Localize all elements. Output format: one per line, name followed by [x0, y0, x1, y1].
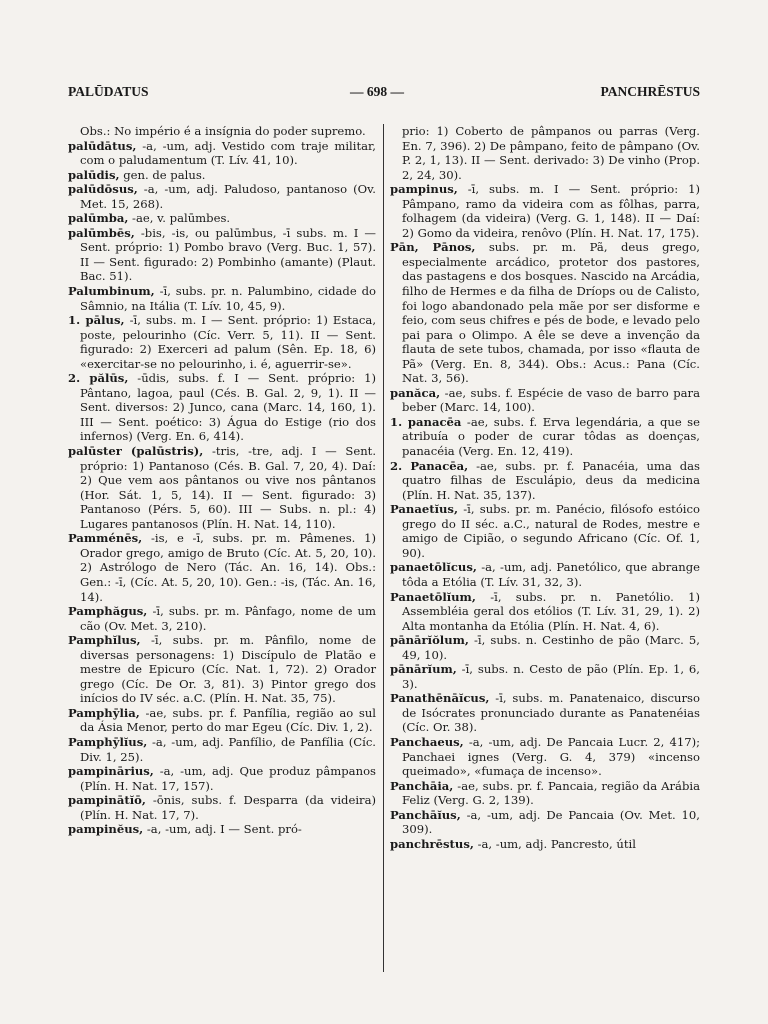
entry-definition: -ī, subs. pr. m. Pânfilo, nome de diversas personagens: 1) Discípulo de Platão e mestre de Epicuro (Cíc. Nat. 1, 72). 2) Orador grego (Cíc. De Or. 3, 81). 3) Pintor grego dos inícios do IV séc. a.C. (Plín. H. Nat. 35, 75). [80, 633, 376, 706]
dictionary-entry [68, 444, 376, 531]
dictionary-entry [68, 531, 376, 604]
entry-definition: -ī, subs. m. I — Sent. próprio: 1) Pâmpano, ramo da videira com as fôlhas, parra, folhagem (da videira) (Verg. G. 1, 148). II — Daí: 2) Gomo da videira, renôvo (Plín. H. Nat. 17, 175). [402, 182, 700, 240]
entry-definition: -ī, subs. n. Cesto de pão (Plín. Ep. 1, 6, 3). [402, 662, 700, 691]
entry-headword: palūdis, [68, 167, 120, 182]
entry-definition: -a, -um, adj. Pancresto, útil [473, 836, 636, 851]
entry-definition: -a, -um, adj. De Pancaia (Ov. Met. 10, 309). [402, 807, 700, 837]
entry-definition: -ae, v. palūmbes. [128, 211, 231, 226]
entry-definition: -ae, subs. pr. f. Panacéia, uma das quatro filhas de Esculápio, deus da medicina (Plín. H. Nat. 35, 137). [402, 458, 700, 502]
entry-headword: pānārĭum, [390, 662, 457, 677]
entry-headword: Panaetōlĭum, [390, 589, 476, 604]
entry-definition: prio: 1) Coberto de pâmpanos ou parras (Verg. En. 7, 396). 2) De pâmpano, feito de pâmpano (Ov. P. 2, 1, 13). II — Sent. derivado: 3) De vinho (Prop. 2, 24, 30). [402, 124, 700, 182]
dictionary-entry [390, 590, 700, 634]
entry-headword: Panchāĭus, [390, 807, 461, 822]
entry-definition: Obs.: No império é a insígnia do poder supremo. [80, 124, 366, 138]
dictionary-entry [390, 459, 700, 503]
column-divider [383, 124, 384, 972]
entry-definition: -ī, subs. pr. n. Palumbino, cidade do Sâmnio, na Itália (T. Lív. 10, 45, 9). [80, 284, 376, 313]
entry-headword: Pamphȳlĭus, [68, 734, 148, 749]
header-right-guideword: PANCHRĒSTUS [600, 84, 700, 99]
entry-headword: panaetōlĭcus, [390, 560, 477, 575]
entry-headword: Panathēnāĭcus, [390, 691, 490, 706]
entry-definition: -ī, subs. pr. m. Pânfago, nome de um cão (Ov. Met. 3, 210). [80, 604, 376, 633]
entry-headword: pampinārius, [68, 764, 154, 779]
entry-headword: panăca, [390, 385, 441, 400]
entry-definition: -a, -um, adj. Panfílio, de Panfília (Cíc. Div. 1, 25). [80, 734, 376, 764]
entry-headword: panchrēstus, [390, 836, 474, 851]
dictionary-entry [68, 371, 376, 444]
entry-headword: Pamphȳlia, [68, 705, 140, 720]
dictionary-entry [68, 226, 376, 284]
entry-headword: pampinus, [390, 182, 458, 197]
running-header [68, 84, 700, 104]
entry-definition: -ī, subs. pr. m. Panécio, filósofo estóico grego do II séc. a.C., natural de Rodes, mestre e amigo de Cipião, o segundo Africano (Cíc. Of. 1, 90). [402, 502, 700, 560]
dictionary-entry [390, 691, 700, 735]
dictionary-entry [68, 822, 376, 837]
entry-headword: Panchaeus, [390, 734, 464, 749]
entry-definition: -a, -um, adj. Panetólico, que abrange tôda a Etólia (T. Lív. 31, 32, 3). [402, 560, 700, 589]
entry-headword: palūmba, [68, 211, 129, 226]
entry-headword: Pān, Pānos, [390, 240, 476, 255]
entry-definition: -ī, subs. m. Panatenaico, discurso de Isócrates pronunciado durante as Panatenéias (Cíc. Or. 38). [402, 691, 700, 735]
entry-headword: Pamphăgus, [68, 604, 148, 619]
dictionary-entry [390, 415, 700, 459]
entry-definition: -a, -um, adj. Paludoso, pantanoso (Ov. Met. 15, 268). [80, 182, 376, 211]
entry-headword: palūmbēs, [68, 225, 135, 240]
entry-definition: -a, -um, adj. De Pancaia Lucr. 2, 417); Panchaei ignes (Verg. G. 4, 379) «incenso queimado», «fumaça de incenso». [402, 734, 700, 779]
entry-headword: 1. panacēa [390, 414, 462, 429]
dictionary-entry [68, 313, 376, 371]
dictionary-entry [68, 139, 376, 168]
entry-headword: 2. Panacēa, [390, 458, 469, 473]
dictionary-entry [68, 168, 376, 183]
entry-definition: -is, e -ī, subs. pr. m. Pâmenes. 1) Orador grego, amigo de Bruto (Cíc. At. 5, 20, 10). 2) Astrólogo de Nero (Tác. An. 16, 14). Obs.: Gen.: -ī, (Cíc. At. 5, 20, 10). Gen.: -is, (Tác. An. 16, 14). [80, 531, 376, 604]
right-column [390, 124, 700, 851]
page-number: — 698 — [350, 84, 404, 99]
entry-headword: palūdōsus, [68, 182, 138, 197]
entry-headword: Pamménēs, [68, 531, 143, 546]
entry-definition: -ī, subs. n. Cestinho de pão (Marc. 5, 49, 10). [402, 633, 700, 662]
entry-definition: -a, -um, adj. I — Sent. pró- [143, 822, 302, 837]
entry-headword: palūster (palūstris), [68, 444, 204, 459]
entry-definition: -a, -um, adj. Que produz pâmpanos (Plín. H. Nat. 17, 157). [80, 764, 376, 793]
entry-headword: Panchāia, [390, 778, 454, 793]
entry-definition: -ae, subs. f. Espécie de vaso de barro para beber (Marc. 14, 100). [402, 385, 700, 415]
dictionary-entry [390, 808, 700, 837]
dictionary-entry [390, 779, 700, 808]
entry-definition: -a, -um, adj. Vestido com traje militar, com o paludamentum (T. Lív. 41, 10). [80, 138, 376, 168]
entry-headword: palūdātus, [68, 138, 137, 153]
entry-definition: -ae, subs. f. Erva legendária, a que se atribuía o poder de curar tôdas as doenças, panacéia (Verg. En. 12, 419). [402, 414, 700, 459]
entry-headword: 1. pālus, [68, 313, 125, 328]
dictionary-entry [68, 706, 376, 735]
entry-headword: Pamphĭlus, [68, 633, 141, 648]
dictionary-entry [390, 560, 700, 589]
entry-definition: -ae, subs. pr. f. Pancaia, região da Arábia Feliz (Verg. G. 2, 139). [402, 778, 700, 808]
dictionary-entry [68, 604, 376, 633]
entry-headword: 2. pălūs, [68, 371, 129, 386]
entry-definition: -bis, -is, ou palūmbus, -ī subs. m. I — Sent. próprio: 1) Pombo bravo (Verg. Buc. 1, 57). II — Sent. figurado: 2) Pombinho (amante) (Plaut. Bac. 51). [80, 225, 376, 284]
dictionary-entry [390, 633, 700, 662]
dictionary-entry [390, 124, 700, 182]
dictionary-entry [68, 735, 376, 764]
entry-definition: -ī, subs. pr. n. Panetólio. 1) Assembléia geral dos etólios (T. Lív. 31, 29, 1). 2) Alta montanha da Etólia (Plín. H. Nat. 4, 6). [402, 589, 700, 633]
dictionary-entry [68, 284, 376, 313]
entry-headword: pampinātĭō, [68, 793, 146, 808]
dictionary-entry [390, 735, 700, 779]
entry-definition: gen. de palus. [119, 167, 206, 182]
entry-definition: subs. pr. m. Pã, deus grego, especialmente arcádico, protetor dos pastores, das pastagens e dos bosques. Nascido na Arcádia, filho de Hermes e da filha de Dríops ou de Calisto, foi logo abandonado pela mãe por ser disforme e feio, com seus chifres e pés de bode, e levado pelo pai para o Olimpo. A êle se deve a invenção da flauta de sete tubos, chamada, por isso «flauta de Pã» (Verg. En. 8, 344). Obs.: Acus.: Pana (Cíc. Nat. 3, 56). [402, 240, 700, 386]
entry-headword: pānārĭŏlum, [390, 633, 469, 648]
entry-definition: -ōnis, subs. f. Desparra (da videira) (Plín. H. Nat. 17, 7). [80, 793, 376, 822]
entry-headword: Panaetĭus, [390, 502, 458, 517]
dictionary-entry [68, 211, 376, 226]
dictionary-entry [390, 662, 700, 691]
entry-headword: Palumbinum, [68, 284, 155, 299]
left-column [68, 124, 376, 837]
dictionary-entry [68, 182, 376, 211]
entry-definition: -ī, subs. m. I — Sent. próprio: 1) Estaca, poste, pelourinho (Cíc. Verr. 5, 11). II — Sent. figurado: 2) Exerceri ad palum (Sên. Ep. 18, 6) «exercitar-se no pelourinho, i. é, aguerrir-se». [80, 313, 377, 371]
dictionary-entry [390, 182, 700, 240]
dictionary-entry [68, 764, 376, 793]
header-left-guideword: PALŪDATUS [68, 84, 149, 99]
entry-definition: -ūdis, subs. f. I — Sent. próprio: 1) Pântano, lagoa, paul (Cés. B. Gal. 2, 9, 1). II — Sent. diversos: 2) Junco, cana (Marc. 14, 160, 1). III — Sent. poético: 3) Água do Estige (rio dos infernos) (Verg. En. 6, 414). [80, 371, 377, 444]
dictionary-entry [68, 793, 376, 822]
dictionary-entry [68, 633, 376, 706]
entry-headword: pampinĕus, [68, 822, 144, 837]
entry-definition: -ae, subs. pr. f. Panfília, região ao sul da Ásia Menor, perto do mar Egeu (Cíc. Div. 1, 2). [80, 705, 376, 735]
dictionary-entry [390, 240, 700, 385]
dictionary-entry [390, 386, 700, 415]
entry-definition: -tris, -tre, adj. I — Sent. próprio: 1) Pantanoso (Cés. B. Gal. 7, 20, 4). Daí: 2) Que vem aos pântanos ou vive nos pântanos (Hor. Sát. 1, 5, 14). II — Sent. figurado: 3) Pantanoso (Pérs. 5, 60). III — Subs. n. pl.: 4) Lugares pantanosos (Plín. H. Nat. 14, 110). [80, 444, 376, 531]
dictionary-entry [390, 502, 700, 560]
dictionary-entry [68, 124, 376, 139]
dictionary-entry [390, 837, 700, 852]
